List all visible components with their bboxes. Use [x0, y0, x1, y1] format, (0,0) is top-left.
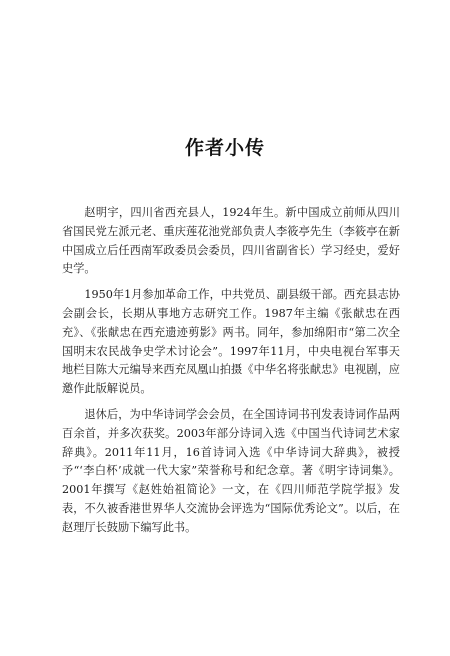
page-title: 作者小传 — [184, 137, 265, 159]
paragraph-early-life: 赵明宇，四川省西充县人，1924年生。新中国成立前师从四川省国民党左派元老、重庆莲花池党部负责人李筱亭先生（李筱亭在新中国成立后任西南军政委员会委员，四川省副省长）学习经史，爱好史学。 — [62, 206, 400, 276]
paragraph-retirement: 退休后，为中华诗词学会会员，在全国诗词书刊发表诗词作品两百余首，并多次获奖。2003年部分诗词入选《中国当代诗词艺术家辞典》。2011年11月，16首诗词入选《中华诗词大辞典》，被授予“‘李白杯’成就一代大家”荣誉称号和纪念章。著《明宇诗词集》。2001年撰写《赵姓始祖简论》一文，在《四川师范学院学报》发表，不久被香港世界华人交流协会评选为“国际优秀论文”。以后，在赵理厅长鼓励下编写此书。 — [62, 407, 400, 534]
paragraph-career: 1950年1月参加革命工作，中共党员、副县级干部。西充县志协会副会长，长期从事地方志研究工作。1987年主编《张献忠在西充》、《张献忠在西充遗迹剪影》两书。同年，参加绵阳市“第二次全国明末农民战争史学术讨论会”。1997年11月，中央电视台军事天地栏目陈大元编导来西充凤凰山拍摄《中华名将张献忠》电视剧，应邀作此版解说员。 — [62, 288, 400, 396]
biography-body — [62, 204, 400, 545]
